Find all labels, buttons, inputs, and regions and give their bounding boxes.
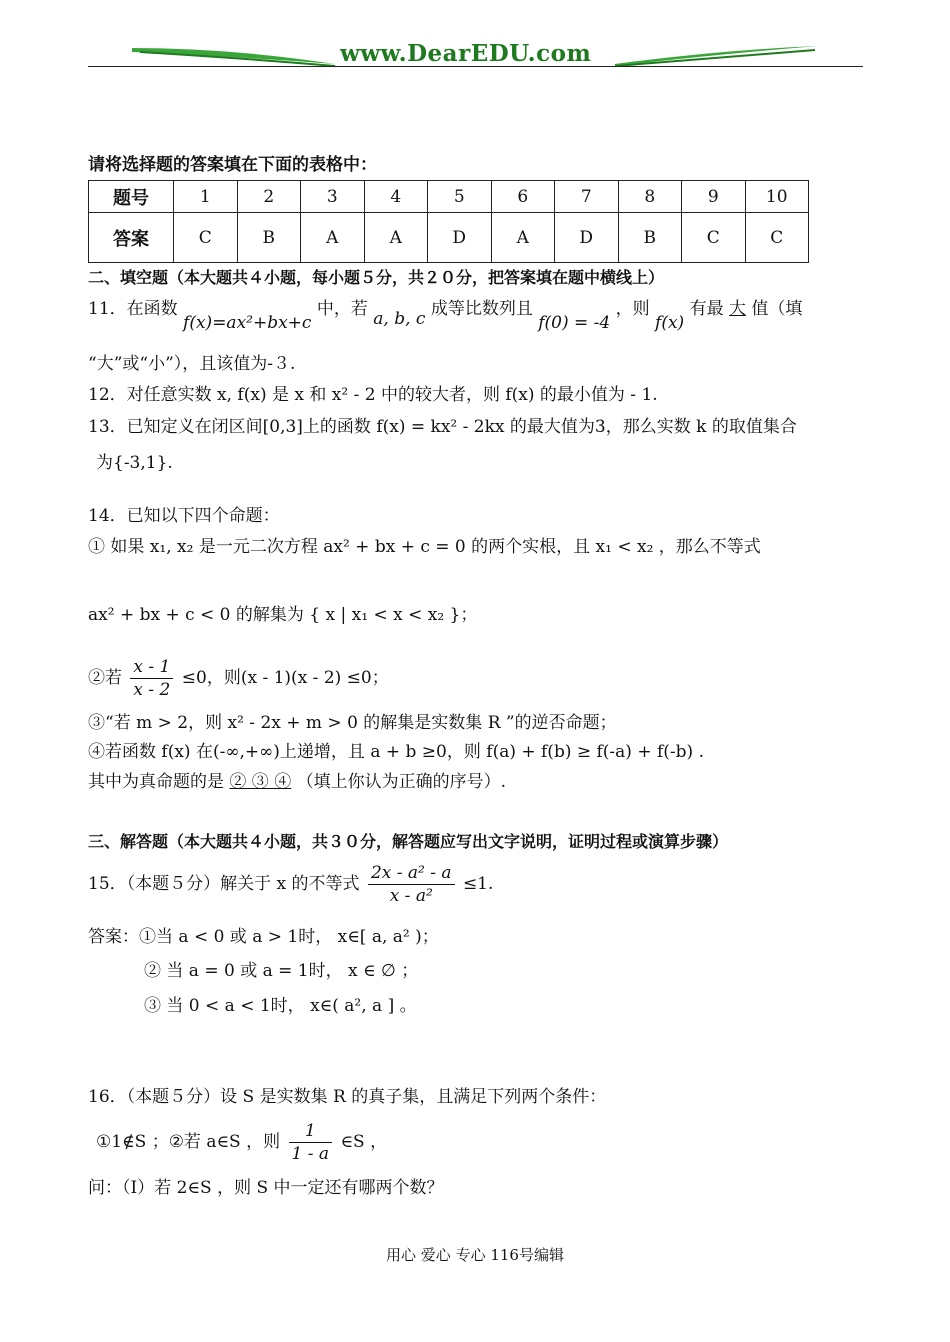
table-cell: 2 bbox=[237, 181, 301, 213]
table-cell: 7 bbox=[555, 181, 619, 213]
table-cell: B bbox=[618, 213, 682, 263]
site-brand: www.DearEDU.com bbox=[340, 40, 592, 67]
question-13-line-2: 为{-3,1}. bbox=[96, 453, 173, 473]
table-cell: B bbox=[237, 213, 301, 263]
header-rule bbox=[88, 66, 863, 67]
table-cell: C bbox=[745, 213, 809, 263]
question-14-conclusion: 其中为真命题的是 ② ③ ④ （填上你认为正确的序号）. bbox=[88, 772, 507, 792]
question-11-line-1: 11．在函数 f(x)=ax²+bx+c 中，若 a, b, c 成等比数列且 f(0) = -4 ，则 f(x) 有最 大 值（填 bbox=[88, 299, 803, 333]
table-cell: 6 bbox=[491, 181, 555, 213]
table-cell: C bbox=[174, 213, 238, 263]
question-14-title: 14．已知以下四个命题： bbox=[88, 506, 280, 526]
question-14-proposition-2: ②若 $\frac{x - 1}{x - 2}$ ≤0，则(x - 1)(x - 2) ≤0； bbox=[88, 657, 389, 701]
question-11-answer: 大 bbox=[729, 299, 746, 319]
table-cell: 10 bbox=[745, 181, 809, 213]
fraction: $\frac{1}{1 - a}$ bbox=[289, 1120, 333, 1165]
row-label-number: 题号 bbox=[89, 181, 174, 213]
section-2-title: 二、填空题（本大题共４小题，每小题５分，共２０分，把答案填在题中横线上） bbox=[88, 268, 665, 287]
table-cell: A bbox=[491, 213, 555, 263]
section-3-title: 三、解答题（本大题共４小题，共３０分，解答题应写出文字说明，证明过程或演算步骤） bbox=[88, 832, 729, 851]
question-15-answer-2: ② 当 a = 0 或 a = 1时， x ∈ ∅ ； bbox=[144, 961, 419, 981]
question-16-part-1: 问：（Ⅰ）若 2∈S ，则 S 中一定还有哪两个数？ bbox=[88, 1178, 444, 1198]
row-label-answer: 答案 bbox=[89, 213, 174, 263]
question-14-proposition-4: ④若函数 f(x) 在(-∞,+∞)上递增，且 a + b ≥0，则 f(a) + f(b) ≥ f(-a) + f(-b) . bbox=[88, 742, 704, 762]
table-cell: C bbox=[682, 213, 746, 263]
table-cell: 1 bbox=[174, 181, 238, 213]
table-cell: 8 bbox=[618, 181, 682, 213]
page-footer: 用心 爱心 专心 116号编辑 bbox=[386, 1246, 564, 1264]
question-14-proposition-1a: ① 如果 x₁, x₂ 是一元二次方程 ax² + bx + c = 0 的两个实根，且 x₁ < x₂ ，那么不等式 bbox=[88, 537, 761, 557]
table-cell: 3 bbox=[301, 181, 365, 213]
table-cell: 5 bbox=[428, 181, 492, 213]
question-14-answer: ② ③ ④ bbox=[229, 772, 292, 792]
table-cell: A bbox=[301, 213, 365, 263]
table-row bbox=[89, 181, 809, 213]
question-11-line-2: “大”或“小”），且该值为-３. bbox=[88, 354, 296, 374]
question-12: 12．对任意实数 x, f(x) 是 x 和 x² - 2 中的较大者，则 f(x) 的最小值为 - 1. bbox=[88, 385, 658, 405]
table-cell: D bbox=[428, 213, 492, 263]
fraction: $\frac{\text{2x - a² - a}}{\text{x - a²}}$ bbox=[368, 862, 455, 907]
table-cell: 9 bbox=[682, 181, 746, 213]
question-16-conditions: ①1∉S ；②若 a∈S ，则 $\frac{1}{1 - a}$ ∈S ， bbox=[96, 1121, 388, 1165]
question-15: 15．（本题５分）解关于 x 的不等式 $\frac{\text{2x - a² - a}}{\text{x - a²}}$ ≤1. bbox=[88, 863, 494, 907]
table-cell: A bbox=[364, 213, 428, 263]
question-16-line-1: 16．（本题５分）设 S 是实数集 R 的真子集，且满足下列两个条件： bbox=[88, 1087, 607, 1107]
table-cell: 4 bbox=[364, 181, 428, 213]
fraction: $\frac{x - 1}{x - 2}$ bbox=[130, 656, 173, 701]
question-15-answer-3: ③ 当 0 < a < 1时， x∈( a², a ] 。 bbox=[144, 996, 417, 1016]
question-13-line-1: 13．已知定义在闭区间[0,3]上的函数 f(x) = kx² - 2kx 的最大值为3，那么实数 k 的取值集合 bbox=[88, 417, 797, 437]
question-15-answer-1: 答案：①当 a < 0 或 a > 1时， x∈[ a, a² )； bbox=[88, 927, 439, 947]
intro-text: 请将选择题的答案填在下面的表格中： bbox=[88, 155, 377, 175]
question-14-proposition-3: ③“若 m > 2，则 x² - 2x + m > 0 的解集是实数集 R ”的逆否命题； bbox=[88, 713, 617, 733]
question-14-proposition-1b: ax² + bx + c < 0 的解集为 { x | x₁ < x < x₂ }； bbox=[88, 605, 478, 625]
table-row bbox=[89, 213, 809, 263]
table-cell: D bbox=[555, 213, 619, 263]
answer-table bbox=[88, 180, 809, 263]
